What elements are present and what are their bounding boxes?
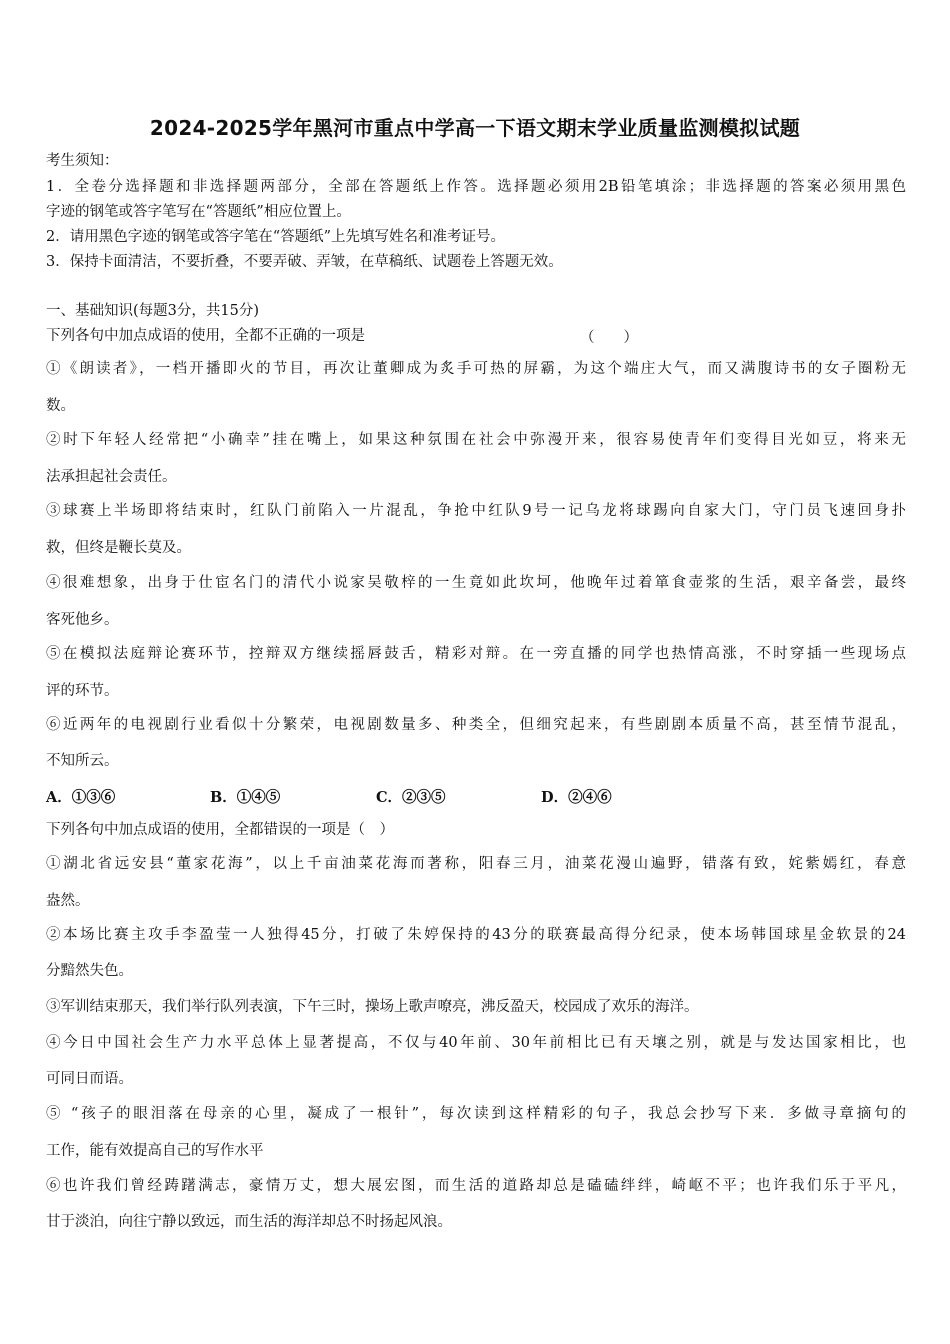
question-2-line: ⑤ “孩子的眼泪落在母亲的心里，凝成了一根针”，每次读到这样精彩的句子，我总会抄写下来．多做寻章摘句的	[46, 1106, 906, 1122]
question-2-line: ②本场比赛主攻手李盈莹一人独得45分，打破了朱婷保持的43分的联赛最高得分纪录，使本场韩国球星金软景的24	[46, 927, 906, 943]
question-1-line: 法承担起社会责任。	[46, 469, 177, 485]
question-2-line: 盎然。	[46, 893, 90, 909]
question-2-line: ①湖北省远安县“董家花海”，以上千亩油菜花海而著称，阳春三月，油菜花漫山遍野，错落有致，姹紫嫣红，春意	[46, 856, 906, 872]
question-2-line: ④今日中国社会生产力水平总体上显著提高，不仅与40年前、30年前相比已有天壤之别，就是与发达国家相比，也	[46, 1035, 906, 1051]
option-c: C．②③⑤	[376, 789, 446, 806]
question-1-line: 数。	[46, 398, 75, 414]
notice-item: 字迹的钢笔或答字笔写在“答题纸”相应位置上。	[46, 204, 351, 220]
question-2-line: 可同日而语。	[46, 1071, 133, 1087]
question-1-line: ⑤在模拟法庭辩论赛环节，控辩双方继续摇唇鼓舌，精彩对辩。在一旁直播的同学也热情高涨，不时穿插一些现场点	[46, 646, 906, 662]
question-2-stem: 下列各句中加点成语的使用，全都错误的一项是（ ）	[46, 822, 394, 838]
option-b: B．①④⑤	[210, 789, 281, 806]
question-2-line: 分黯然失色。	[46, 963, 133, 979]
question-2-line: 工作，能有效提高自己的写作水平	[46, 1143, 264, 1159]
question-1-line: ①《朗读者》，一档开播即火的节目，再次让董卿成为炙手可热的屏霸，为这个端庄大气，而又满腹诗书的女子圈粉无	[46, 361, 906, 377]
notice-item: 1．全卷分选择题和非选择题两部分，全部在答题纸上作答。选择题必须用2B铅笔填涂；非选择题的答案必须用黑色	[46, 179, 906, 195]
question-1-line: ④很难想象，出身于仕宦名门的清代小说家吴敬梓的一生竟如此坎坷，他晚年过着箪食壶浆的生活，艰辛备尝，最终	[46, 575, 906, 591]
question-2-line: 甘于淡泊，向往宁静以致远，而生活的海洋却总不时扬起风浪。	[46, 1214, 452, 1230]
question-1-line: 评的环节。	[46, 683, 119, 699]
question-1-line: ②时下年轻人经常把“小确幸”挂在嘴上，如果这种氛围在社会中弥漫开来，很容易使青年们变得目光如豆，将来无	[46, 432, 906, 448]
option-a: A．①③⑥	[46, 789, 116, 806]
question-1-line: ③球赛上半场即将结束时，红队门前陷入一片混乱，争抢中红队9号一记乌龙将球踢向自家大门，守门员飞速回身扑	[46, 503, 906, 519]
question-1-line: 客死他乡。	[46, 612, 119, 628]
notice-item: 3．保持卡面清洁，不要折叠，不要弄破、弄皱，在草稿纸、试题卷上答题无效。	[46, 254, 563, 270]
question-2-line: ⑥也许我们曾经踌躇满志，豪情万丈，想大展宏图，而生活的道路却总是磕磕绊绊，崎岖不平；也许我们乐于平凡，	[46, 1178, 906, 1194]
notice-item: 2．请用黑色字迹的钢笔或答字笔在“答题纸”上先填写姓名和准考证号。	[46, 229, 506, 245]
notice-heading: 考生须知：	[46, 153, 119, 169]
page-title: 2024-2025学年黑河市重点中学高一下语文期末学业质量监测模拟试题	[149, 116, 801, 140]
question-2-line: ③军训结束那天，我们举行队列表演，下午三时，操场上歌声嘹亮，沸反盈天，校园成了欢乐的海洋。	[46, 999, 699, 1015]
option-d: D．②④⑥	[541, 789, 612, 806]
section-heading: 一、基础知识(每题3分，共15分)	[46, 303, 259, 319]
question-1-line: ⑥近两年的电视剧行业看似十分繁荣，电视剧数量多、种类全，但细究起来，有些剧剧本质量不高，甚至情节混乱，	[46, 717, 906, 733]
question-1-line: 救，但终是鞭长莫及。	[46, 540, 191, 556]
question-1-line: 不知所云。	[46, 753, 119, 769]
answer-paren: （ ）	[580, 330, 638, 346]
question-1-stem: 下列各句中加点成语的使用，全都不正确的一项是	[46, 328, 365, 344]
